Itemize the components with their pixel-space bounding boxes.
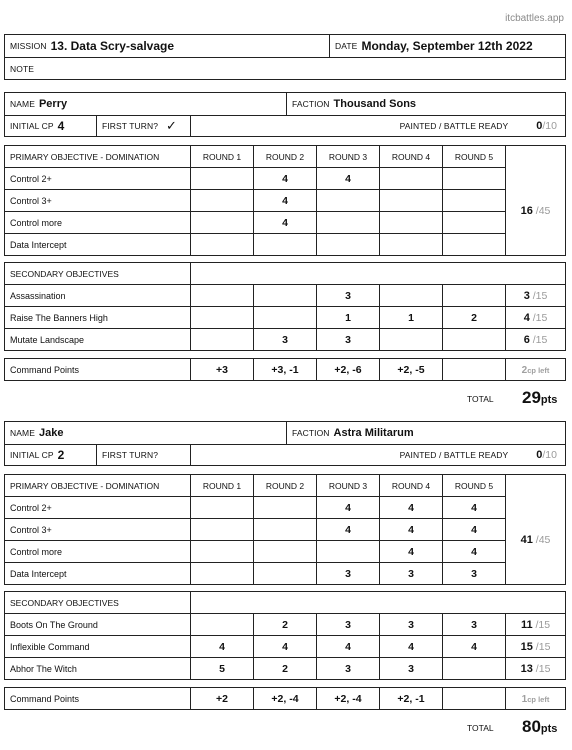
player-info-2 (4, 421, 566, 466)
command-points-table (4, 358, 566, 381)
primary-header-row (5, 475, 566, 497)
secondary-score: 15 (520, 640, 533, 653)
round-header-4: ROUND 4 (380, 475, 443, 497)
painted-label: PAINTED / BATTLE READY (399, 121, 509, 131)
cp-round-4[interactable]: +2, -5 (380, 359, 443, 381)
painted-max: /10 (542, 449, 557, 461)
objective-name: Data Intercept (5, 563, 191, 585)
round-header-3: ROUND 3 (317, 475, 380, 497)
faction-value: Thousand Sons (333, 98, 417, 110)
round-score-1[interactable] (191, 168, 254, 190)
initial-cp-field (5, 116, 97, 136)
secondary-max: /15 (532, 662, 551, 675)
cp-round-2[interactable]: +2, -4 (254, 688, 317, 710)
secondary-total (506, 658, 566, 680)
round-score-4[interactable] (380, 285, 443, 307)
secondary-total (506, 329, 566, 351)
round-score-3[interactable] (317, 212, 380, 234)
cp-round-3[interactable]: +2, -6 (317, 359, 380, 381)
round-header-1: ROUND 1 (191, 475, 254, 497)
cp-round-4[interactable]: +2, -1 (380, 688, 443, 710)
player-name-field (5, 422, 287, 445)
secondary-header: SECONDARY OBJECTIVES (5, 263, 191, 285)
faction-field (287, 93, 565, 116)
total-value: 80 (522, 717, 541, 736)
round-score-5[interactable] (443, 285, 506, 307)
total-label: TOTAL (467, 394, 494, 404)
round-score-4[interactable]: 3 (380, 563, 443, 585)
player-name: Jake (38, 427, 64, 439)
first-turn-label: FIRST TURN? (102, 450, 159, 460)
secondary-max: /15 (529, 333, 548, 346)
total-unit: pts (540, 394, 558, 406)
round-score-1[interactable] (191, 497, 254, 519)
primary-header: PRIMARY OBJECTIVE - DOMINATION (5, 146, 191, 168)
note-label: NOTE (10, 63, 35, 74)
round-score-2[interactable]: 3 (254, 329, 317, 351)
mission-value: 13. Data Scry-salvage (50, 39, 175, 53)
round-score-4[interactable]: 3 (380, 658, 443, 680)
painted-label: PAINTED / BATTLE READY (399, 450, 509, 460)
secondary-score: 3 (523, 289, 530, 302)
objective-name: Raise The Banners High (5, 307, 191, 329)
round-header-5: ROUND 5 (443, 475, 506, 497)
primary-header: PRIMARY OBJECTIVE - DOMINATION (5, 475, 191, 497)
total-unit: pts (540, 723, 558, 735)
round-score-3[interactable] (317, 190, 380, 212)
cp-left-unit: cp left (527, 694, 550, 704)
cp-round-2[interactable]: +3, -1 (254, 359, 317, 381)
mission-label: MISSION (10, 41, 47, 51)
secondary-row (5, 636, 566, 658)
mission-header (4, 34, 566, 80)
secondary-total (506, 285, 566, 307)
command-points-row (5, 688, 566, 710)
round-score-3[interactable]: 4 (317, 497, 380, 519)
round-score-2[interactable] (254, 519, 317, 541)
secondary-objectives-table (4, 591, 566, 680)
primary-row (5, 497, 566, 519)
cp-round-1[interactable]: +2 (191, 688, 254, 710)
round-score-2[interactable]: 4 (254, 168, 317, 190)
round-score-5[interactable]: 3 (443, 614, 506, 636)
primary-row (5, 212, 566, 234)
secondary-header-blank (191, 592, 566, 614)
total-value: 29 (522, 388, 541, 407)
objective-name: Abhor The Witch (5, 658, 191, 680)
command-points-row (5, 359, 566, 381)
round-score-1[interactable] (191, 190, 254, 212)
round-score-1[interactable] (191, 329, 254, 351)
secondary-row (5, 614, 566, 636)
round-score-4[interactable]: 4 (380, 541, 443, 563)
objective-name: Control 3+ (5, 190, 191, 212)
objective-name: Control 2+ (5, 168, 191, 190)
round-score-3[interactable]: 3 (317, 285, 380, 307)
secondary-score: 4 (523, 311, 530, 324)
initial-cp-value: 2 (57, 448, 65, 462)
secondary-max: /15 (529, 289, 548, 302)
round-score-2[interactable]: 2 (254, 614, 317, 636)
round-score-1[interactable] (191, 541, 254, 563)
cp-left-value: 2cp left (521, 364, 550, 376)
faction-value: Astra Militarum (333, 427, 414, 439)
initial-cp-field (5, 445, 97, 465)
round-score-3[interactable]: 3 (317, 658, 380, 680)
round-score-3[interactable]: 4 (317, 636, 380, 658)
secondary-score: 11 (520, 618, 533, 631)
note-field (5, 58, 565, 79)
round-score-5[interactable] (443, 168, 506, 190)
secondary-total (506, 636, 566, 658)
round-score-1[interactable] (191, 212, 254, 234)
cp-round-3[interactable]: +2, -4 (317, 688, 380, 710)
secondary-row (5, 329, 566, 351)
secondary-total (506, 307, 566, 329)
round-score-4[interactable] (380, 168, 443, 190)
first-turn-field[interactable] (97, 445, 191, 465)
round-score-5[interactable]: 4 (443, 636, 506, 658)
secondary-max: /15 (529, 311, 548, 324)
primary-row (5, 190, 566, 212)
round-score-3[interactable]: 4 (317, 519, 380, 541)
objective-name: Assassination (5, 285, 191, 307)
round-score-4[interactable] (380, 190, 443, 212)
round-score-5[interactable]: 4 (443, 497, 506, 519)
round-score-3[interactable]: 4 (317, 168, 380, 190)
round-score-1[interactable]: 5 (191, 658, 254, 680)
player-info-1 (4, 92, 566, 137)
site-name: itcbattles.app (505, 13, 564, 24)
primary-max: /45 (532, 534, 551, 547)
secondary-row (5, 658, 566, 680)
round-score-3[interactable] (317, 541, 380, 563)
primary-header-row (5, 146, 566, 168)
round-score-2[interactable]: 4 (254, 190, 317, 212)
total-points (522, 717, 557, 737)
secondary-header-blank (191, 263, 566, 285)
painted-score: 0 (536, 120, 543, 132)
round-header-2: ROUND 2 (254, 475, 317, 497)
painted-score: 0 (536, 449, 543, 461)
cp-round-1[interactable]: +3 (191, 359, 254, 381)
round-score-4[interactable]: 3 (380, 614, 443, 636)
round-score-4[interactable]: 1 (380, 307, 443, 329)
primary-score: 41 (520, 534, 533, 547)
date-value: Monday, September 12th 2022 (361, 39, 533, 53)
player-name-field (5, 93, 287, 116)
command-points-label: Command Points (5, 359, 191, 381)
round-score-5[interactable] (443, 190, 506, 212)
round-score-3[interactable]: 3 (317, 563, 380, 585)
round-score-1[interactable] (191, 285, 254, 307)
round-score-2[interactable] (254, 307, 317, 329)
primary-row (5, 168, 566, 190)
painted-field (191, 116, 565, 136)
secondary-header: SECONDARY OBJECTIVES (5, 592, 191, 614)
round-score-3[interactable]: 1 (317, 307, 380, 329)
cp-round-5[interactable] (443, 359, 506, 381)
primary-row (5, 234, 566, 256)
round-header-1: ROUND 1 (191, 146, 254, 168)
secondary-max: /15 (532, 618, 551, 631)
round-score-2[interactable]: 4 (254, 636, 317, 658)
round-score-4[interactable]: 4 (380, 636, 443, 658)
name-label: NAME (10, 99, 35, 109)
primary-total (506, 168, 566, 256)
painted-max: /10 (542, 120, 557, 132)
painted-field (191, 445, 565, 465)
round-header-4: ROUND 4 (380, 146, 443, 168)
round-score-5[interactable]: 4 (443, 519, 506, 541)
round-score-4[interactable] (380, 212, 443, 234)
round-score-1[interactable] (191, 307, 254, 329)
round-score-3[interactable]: 3 (317, 614, 380, 636)
primary-score: 16 (520, 205, 533, 218)
round-score-3[interactable]: 3 (317, 329, 380, 351)
player-name: Perry (38, 98, 68, 110)
objective-name: Control 2+ (5, 497, 191, 519)
name-label: NAME (10, 428, 35, 438)
checkmark-icon: ✓ (166, 118, 177, 133)
secondary-score: 13 (520, 662, 533, 675)
round-score-2[interactable] (254, 563, 317, 585)
secondary-score: 6 (523, 333, 530, 346)
round-score-4[interactable] (380, 329, 443, 351)
round-score-3[interactable] (317, 234, 380, 256)
primary-max: /45 (532, 205, 551, 218)
faction-label: FACTION (292, 99, 330, 109)
faction-field (287, 422, 565, 445)
round-score-2[interactable] (254, 285, 317, 307)
round-score-4[interactable] (380, 234, 443, 256)
secondary-row (5, 307, 566, 329)
primary-row (5, 541, 566, 563)
total-points (522, 388, 557, 408)
round-score-5[interactable] (443, 658, 506, 680)
round-score-2[interactable] (254, 234, 317, 256)
round-score-1[interactable]: 4 (191, 636, 254, 658)
total-label: TOTAL (467, 723, 494, 733)
round-header-2: ROUND 2 (254, 146, 317, 168)
round-score-4[interactable]: 4 (380, 519, 443, 541)
round-score-4[interactable]: 4 (380, 497, 443, 519)
command-points-label: Command Points (5, 688, 191, 710)
round-header-5: ROUND 5 (443, 146, 506, 168)
cp-round-5[interactable] (443, 688, 506, 710)
round-score-5[interactable] (443, 234, 506, 256)
round-score-1[interactable] (191, 614, 254, 636)
secondary-row (5, 285, 566, 307)
primary-row (5, 519, 566, 541)
objective-name: Control 3+ (5, 519, 191, 541)
objective-name: Boots On The Ground (5, 614, 191, 636)
primary-objectives-table (4, 145, 566, 256)
date-label: DATE (335, 41, 358, 51)
initial-cp-value: 4 (57, 119, 65, 133)
command-points-table (4, 687, 566, 710)
secondary-objectives-table (4, 262, 566, 351)
secondary-header-row (5, 592, 566, 614)
secondary-max: /15 (532, 640, 551, 653)
cp-left-value: 1cp left (521, 693, 550, 705)
cp-left-cell (506, 359, 566, 381)
objective-name: Control more (5, 541, 191, 563)
cp-left-cell (506, 688, 566, 710)
primary-row (5, 563, 566, 585)
round-score-5[interactable] (443, 329, 506, 351)
round-score-2[interactable]: 2 (254, 658, 317, 680)
initial-cp-label: INITIAL CP (10, 121, 54, 131)
first-turn-field[interactable] (97, 116, 191, 136)
mission-field (5, 35, 330, 58)
round-score-1[interactable] (191, 519, 254, 541)
round-score-2[interactable] (254, 541, 317, 563)
round-score-5[interactable]: 2 (443, 307, 506, 329)
primary-objectives-table (4, 474, 566, 585)
secondary-header-row (5, 263, 566, 285)
round-score-2[interactable] (254, 497, 317, 519)
round-score-1[interactable] (191, 563, 254, 585)
cp-left-unit: cp left (527, 365, 550, 375)
primary-total (506, 497, 566, 585)
round-score-2[interactable]: 4 (254, 212, 317, 234)
objective-name: Control more (5, 212, 191, 234)
initial-cp-label: INITIAL CP (10, 450, 54, 460)
secondary-total (506, 614, 566, 636)
header-blank (506, 146, 566, 168)
round-score-5[interactable] (443, 212, 506, 234)
objective-name: Data Intercept (5, 234, 191, 256)
round-score-5[interactable]: 4 (443, 541, 506, 563)
round-score-1[interactable] (191, 234, 254, 256)
faction-label: FACTION (292, 428, 330, 438)
header-blank (506, 475, 566, 497)
objective-name: Inflexible Command (5, 636, 191, 658)
objective-name: Mutate Landscape (5, 329, 191, 351)
round-header-3: ROUND 3 (317, 146, 380, 168)
round-score-5[interactable]: 3 (443, 563, 506, 585)
first-turn-label: FIRST TURN? (102, 121, 159, 131)
date-field (330, 35, 565, 58)
